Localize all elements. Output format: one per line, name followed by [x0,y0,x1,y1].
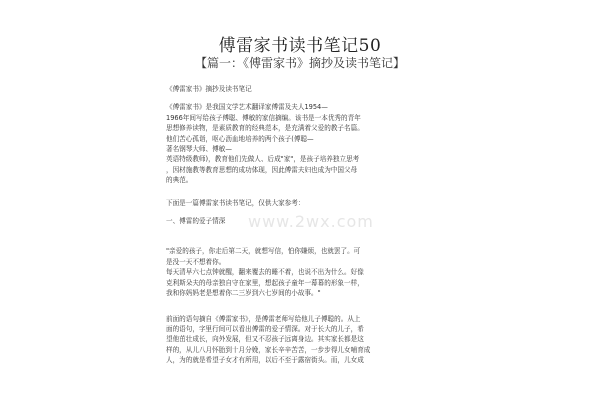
intro-line: ，因材施教等教育思想的成功体现，因此傅雷夫妇也成为中国父母 [166,165,358,174]
document-body [166,84,466,366]
intro-line: 的典范。 [166,176,193,185]
section-label: 《傅雷家书》摘抄及读书笔记 [166,85,252,93]
page-subtitle: 【篇一：《傅雷家书》摘抄及读书笔记】 [194,56,405,70]
intro-line: 1966年间写给孩子傅聪、傅敏的家信摘编。该书是一本优秀的青年 [166,113,361,122]
quote-line: 是没一天不想着你。 [166,257,226,266]
quote-line: 我和你妈妈老是想着你二三岁到六七岁间的小故事。" [166,289,321,298]
lead-line: 下面是一篇傅雷家书读书笔记，仅供大家参考： [166,198,305,207]
quote-line: 克利斯朵夫的母亲独自守在家里，想起孩子童年一幕幕的形象一样， [166,278,364,287]
para-line: 样的，从儿八月怀胎到十月分娩，家长辛辛苦苦，一步步得儿女哺育成 [166,345,371,354]
intro-line: 他们苦心孤诣，呕心沥血地培养的两个孩子(傅聪— [166,134,314,143]
section-heading: 一、傅雷的爱子情深 [166,217,226,226]
para-line: 前面的语句摘自《傅雷家书》，是傅雷老师写给他儿子傅聪的。从上 [166,314,361,323]
intro-line: 著名钢琴大师、傅敏— [166,145,232,154]
quote-line: "亲爱的孩子，你走后第二天，就想写信，怕你嫌烦，也就罢了。可 [166,247,361,256]
watermark-text: www.2wx.com [248,212,374,231]
intro-line: 《傅雷家书》是我国文学艺术翻译家傅雷及夫人1954— [166,103,328,112]
quote-line: 每天清早六七点钟就醒，翻来覆去的睡不着，也说不出为什么。好像 [166,268,364,277]
intro-line: 英语特级教师)，教育他们先做人、后成"家"，是孩子培养独立思考 [166,155,360,164]
para-line: 望他茁壮成长，向外发展，但又不忍孩子远离身边。其实家长都是这 [166,335,364,344]
intro-line: 思想修养读物，是素质教育的经典范本，是充满着父爱的教子名篇。 [166,124,364,133]
para-line: 面的语句，字里行间可以看出傅雷的爱子情深。对于长大的儿子，希 [166,324,364,333]
page-title: 傅雷家书读书笔记50 [218,36,382,56]
para-line: 人，为的就是希望子女才有所用，以后不至于露宿街头。而，儿女成 [166,356,364,365]
